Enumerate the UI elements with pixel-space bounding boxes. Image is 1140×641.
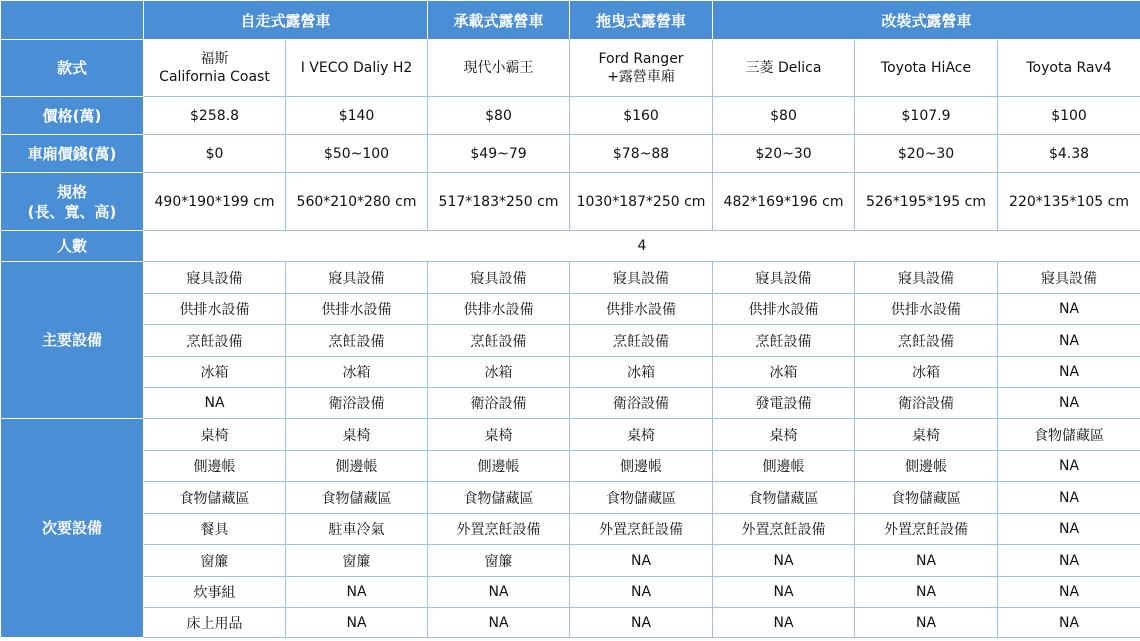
equipment-cell: 供排水設備 bbox=[144, 294, 286, 325]
equipment-cell: NA bbox=[998, 357, 1140, 388]
model-name-line1: Toyota Rav4 bbox=[1026, 60, 1112, 76]
equipment-cell: 床上用品 bbox=[144, 608, 286, 638]
model-cell bbox=[713, 40, 855, 97]
equipment-cell: 食物儲藏區 bbox=[144, 482, 286, 514]
price-cell: $80 bbox=[428, 97, 570, 135]
model-row bbox=[1, 40, 1140, 97]
price-cell: $100 bbox=[998, 97, 1140, 135]
equipment-cell: 側邊帳 bbox=[428, 451, 570, 482]
people-value: 4 bbox=[144, 231, 1140, 262]
row-label-main-equipment: 主要設備 bbox=[1, 262, 144, 419]
equipment-cell: 桌椅 bbox=[144, 419, 286, 451]
model-name-line1: Toyota HiAce bbox=[880, 60, 972, 76]
equipment-cell: NA bbox=[855, 545, 998, 577]
main-equipment-row bbox=[1, 325, 1140, 357]
equipment-cell: NA bbox=[286, 608, 428, 638]
equipment-cell: NA bbox=[998, 514, 1140, 545]
row-label-model: 款式 bbox=[1, 40, 144, 97]
equipment-cell: 衛浴設備 bbox=[286, 388, 428, 419]
spec-cell: 1030*187*250 cm bbox=[570, 173, 713, 231]
secondary-equipment-row bbox=[1, 482, 1140, 514]
model-cell bbox=[286, 40, 428, 97]
group-header-towed: 拖曳式露營車 bbox=[570, 1, 713, 40]
equipment-cell: 寢具設備 bbox=[144, 262, 286, 294]
cabin-price-cell: $20~30 bbox=[713, 135, 855, 173]
equipment-cell: 食物儲藏區 bbox=[855, 482, 998, 514]
model-name-line2: California Coast bbox=[159, 69, 270, 85]
equipment-cell: 烹飪設備 bbox=[713, 325, 855, 357]
row-label-cabin-price: 車廂價錢(萬) bbox=[1, 135, 144, 173]
main-equipment-row bbox=[1, 262, 1140, 294]
cabin-price-cell: $20~30 bbox=[855, 135, 998, 173]
equipment-cell: NA bbox=[998, 577, 1140, 608]
price-cell: $140 bbox=[286, 97, 428, 135]
equipment-cell: 供排水設備 bbox=[570, 294, 713, 325]
model-name-line1: 現代小霸王 bbox=[463, 60, 534, 76]
equipment-cell: 食物儲藏區 bbox=[713, 482, 855, 514]
row-label-spec bbox=[1, 173, 144, 231]
spec-cell: 220*135*105 cm bbox=[998, 173, 1140, 231]
price-row bbox=[1, 97, 1140, 135]
equipment-cell: NA bbox=[998, 482, 1140, 514]
model-cell bbox=[855, 40, 998, 97]
equipment-cell: 側邊帳 bbox=[713, 451, 855, 482]
equipment-cell: 桌椅 bbox=[286, 419, 428, 451]
equipment-cell: 寢具設備 bbox=[713, 262, 855, 294]
equipment-cell: 衛浴設備 bbox=[570, 388, 713, 419]
equipment-cell: 冰箱 bbox=[570, 357, 713, 388]
row-label-spec-line2: (長、寬、高) bbox=[27, 202, 117, 221]
equipment-cell: 寢具設備 bbox=[286, 262, 428, 294]
equipment-cell: 寢具設備 bbox=[570, 262, 713, 294]
model-cell bbox=[144, 40, 286, 97]
equipment-cell: NA bbox=[570, 608, 713, 638]
cabin-price-cell: $49~79 bbox=[428, 135, 570, 173]
equipment-cell: 窗簾 bbox=[286, 545, 428, 577]
spec-row bbox=[1, 173, 1140, 231]
equipment-cell: 發電設備 bbox=[713, 388, 855, 419]
equipment-cell: 烹飪設備 bbox=[855, 325, 998, 357]
spec-cell: 490*190*199 cm bbox=[144, 173, 286, 231]
equipment-cell: 外置烹飪設備 bbox=[428, 514, 570, 545]
model-cell bbox=[570, 40, 713, 97]
model-name-line1: 三菱 Delica bbox=[745, 60, 822, 76]
equipment-cell: 窗簾 bbox=[428, 545, 570, 577]
group-header-self-propelled: 自走式露營車 bbox=[144, 1, 428, 40]
spec-cell: 482*169*196 cm bbox=[713, 173, 855, 231]
equipment-cell: NA bbox=[286, 577, 428, 608]
cabin-price-cell: $4.38 bbox=[998, 135, 1140, 173]
equipment-cell: 食物儲藏區 bbox=[998, 419, 1140, 451]
equipment-cell: 寢具設備 bbox=[855, 262, 998, 294]
equipment-cell: 食物儲藏區 bbox=[428, 482, 570, 514]
equipment-cell: 駐車冷氣 bbox=[286, 514, 428, 545]
secondary-equipment-row bbox=[1, 419, 1140, 451]
equipment-cell: 烹飪設備 bbox=[286, 325, 428, 357]
equipment-cell: NA bbox=[998, 545, 1140, 577]
main-equipment-row bbox=[1, 388, 1140, 419]
equipment-cell: NA bbox=[570, 577, 713, 608]
equipment-cell: 烹飪設備 bbox=[570, 325, 713, 357]
row-label-people: 人數 bbox=[1, 231, 144, 262]
cabin-price-cell: $50~100 bbox=[286, 135, 428, 173]
equipment-cell: 冰箱 bbox=[144, 357, 286, 388]
equipment-cell: NA bbox=[713, 577, 855, 608]
equipment-cell: NA bbox=[998, 608, 1140, 638]
equipment-cell: 側邊帳 bbox=[144, 451, 286, 482]
equipment-cell: NA bbox=[144, 388, 286, 419]
corner-cell bbox=[1, 1, 144, 40]
price-cell: $107.9 bbox=[855, 97, 998, 135]
equipment-cell: 食物儲藏區 bbox=[570, 482, 713, 514]
equipment-cell: NA bbox=[855, 608, 998, 638]
model-name-line1: I VECO Daliy H2 bbox=[300, 60, 413, 76]
secondary-equipment-row bbox=[1, 577, 1140, 608]
main-equipment-row bbox=[1, 294, 1140, 325]
price-cell: $80 bbox=[713, 97, 855, 135]
equipment-cell: 側邊帳 bbox=[570, 451, 713, 482]
equipment-cell: NA bbox=[428, 608, 570, 638]
equipment-cell: 衛浴設備 bbox=[855, 388, 998, 419]
equipment-cell: 冰箱 bbox=[428, 357, 570, 388]
equipment-cell: NA bbox=[998, 388, 1140, 419]
price-cell: $160 bbox=[570, 97, 713, 135]
equipment-cell: NA bbox=[428, 577, 570, 608]
equipment-cell: NA bbox=[713, 545, 855, 577]
row-label-price: 價格(萬) bbox=[1, 97, 144, 135]
equipment-cell: 桌椅 bbox=[428, 419, 570, 451]
people-row bbox=[1, 231, 1140, 262]
equipment-cell: 烹飪設備 bbox=[428, 325, 570, 357]
equipment-cell: NA bbox=[855, 577, 998, 608]
group-header-truck-camper: 承載式露營車 bbox=[428, 1, 570, 40]
row-label-secondary-equipment: 次要設備 bbox=[1, 419, 144, 638]
cabin-price-cell: $0 bbox=[144, 135, 286, 173]
equipment-cell: 衛浴設備 bbox=[428, 388, 570, 419]
cabin-price-cell: $78~88 bbox=[570, 135, 713, 173]
equipment-cell: 寢具設備 bbox=[998, 262, 1140, 294]
model-name-line2: +露營車廂 bbox=[607, 69, 675, 85]
secondary-equipment-row bbox=[1, 514, 1140, 545]
equipment-cell: NA bbox=[998, 325, 1140, 357]
equipment-cell: 側邊帳 bbox=[286, 451, 428, 482]
spec-cell: 526*195*195 cm bbox=[855, 173, 998, 231]
equipment-cell: NA bbox=[713, 608, 855, 638]
group-header-converted: 改裝式露營車 bbox=[713, 1, 1140, 40]
secondary-equipment-row bbox=[1, 545, 1140, 577]
spec-cell: 560*210*280 cm bbox=[286, 173, 428, 231]
equipment-cell: NA bbox=[998, 451, 1140, 482]
equipment-cell: 冰箱 bbox=[713, 357, 855, 388]
row-label-spec-line1: 規格 bbox=[56, 182, 87, 201]
equipment-cell: 寢具設備 bbox=[428, 262, 570, 294]
equipment-cell: 外置烹飪設備 bbox=[855, 514, 998, 545]
equipment-cell: 供排水設備 bbox=[286, 294, 428, 325]
equipment-cell: 外置烹飪設備 bbox=[713, 514, 855, 545]
main-equipment-row bbox=[1, 357, 1140, 388]
equipment-cell: 窗簾 bbox=[144, 545, 286, 577]
model-cell bbox=[998, 40, 1140, 97]
equipment-cell: 炊事組 bbox=[144, 577, 286, 608]
equipment-cell: 食物儲藏區 bbox=[286, 482, 428, 514]
equipment-cell: 供排水設備 bbox=[855, 294, 998, 325]
group-header-row bbox=[1, 1, 1140, 40]
equipment-cell: 桌椅 bbox=[570, 419, 713, 451]
equipment-cell: 側邊帳 bbox=[855, 451, 998, 482]
equipment-cell: 烹飪設備 bbox=[144, 325, 286, 357]
cabin-price-row bbox=[1, 135, 1140, 173]
equipment-cell: 桌椅 bbox=[855, 419, 998, 451]
secondary-equipment-row bbox=[1, 451, 1140, 482]
equipment-cell: NA bbox=[570, 545, 713, 577]
equipment-cell: 供排水設備 bbox=[428, 294, 570, 325]
equipment-cell: 桌椅 bbox=[713, 419, 855, 451]
equipment-cell: 冰箱 bbox=[286, 357, 428, 388]
equipment-cell: 冰箱 bbox=[855, 357, 998, 388]
secondary-equipment-row bbox=[1, 608, 1140, 638]
equipment-cell: NA bbox=[998, 294, 1140, 325]
model-name-line1: Ford Ranger bbox=[598, 51, 684, 67]
model-cell bbox=[428, 40, 570, 97]
spec-cell: 517*183*250 cm bbox=[428, 173, 570, 231]
equipment-cell: 外置烹飪設備 bbox=[570, 514, 713, 545]
price-cell: $258.8 bbox=[144, 97, 286, 135]
model-name-line1: 福斯 bbox=[200, 51, 229, 67]
equipment-cell: 供排水設備 bbox=[713, 294, 855, 325]
equipment-cell: 餐具 bbox=[144, 514, 286, 545]
